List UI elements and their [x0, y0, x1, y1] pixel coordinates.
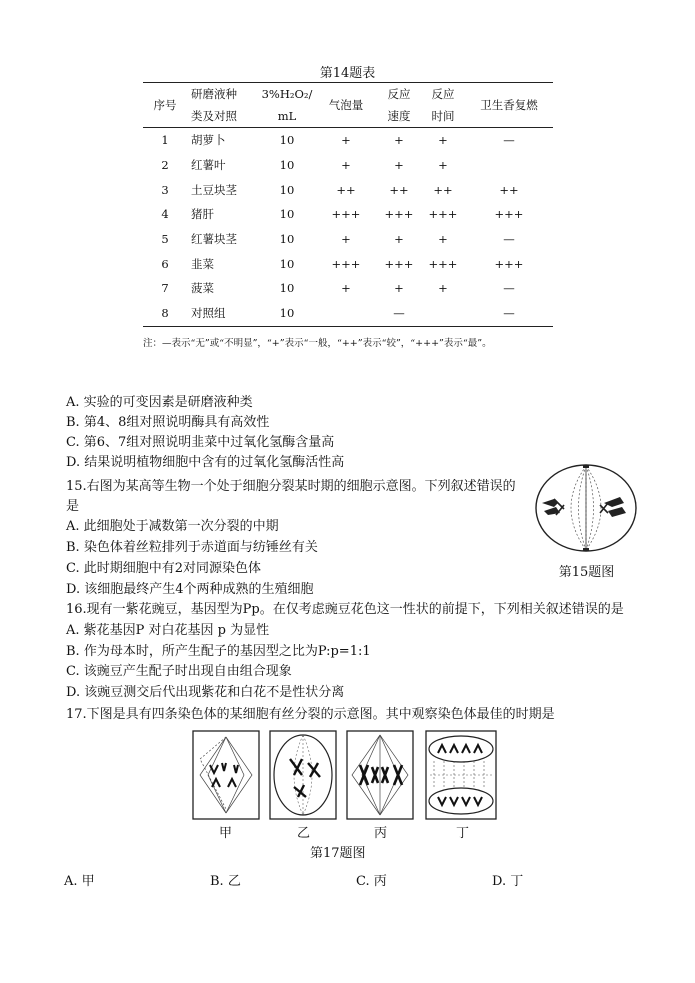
table-row	[143, 227, 553, 252]
table-row	[143, 301, 553, 326]
q17-answer-a: A. 甲	[64, 874, 95, 889]
table-cell: 胡萝卜	[191, 133, 226, 148]
table-cell: 4	[161, 207, 169, 222]
col-header: 卫生香复燃	[465, 83, 553, 128]
table-cell: 6	[161, 256, 169, 271]
table-cell: +++	[384, 256, 414, 271]
table-cell: +	[341, 232, 351, 247]
table-cell: 10	[279, 281, 295, 296]
table-cell: 10	[279, 133, 295, 148]
table-row	[143, 276, 553, 301]
table-row	[143, 153, 553, 178]
q14-table	[143, 82, 553, 327]
table-cell: 10	[279, 182, 295, 197]
q15-option-d: D. 该细胞最终产生4个两种成熟的生殖细胞	[66, 582, 314, 597]
table-note: 注：—表示“无”或“不明显”，“+”表示“一般，“++”表示“较”，“+++”表示“最”。	[143, 338, 492, 349]
table-cell: +	[394, 133, 404, 148]
table-cell: ++	[499, 182, 519, 197]
q17-label-yi: 乙	[297, 826, 311, 841]
q15-stem-cont: 是	[66, 499, 80, 514]
table-cell: —	[503, 133, 515, 148]
table-cell: +	[438, 158, 448, 173]
table-cell: —	[503, 232, 515, 247]
q17-mitosis-figure	[190, 729, 500, 824]
q16-stem: 16.现有一紫花豌豆，基因型为Pp。在仅考虑豌豆花色这一性状的前提下，下列相关叙述错误的是	[66, 602, 624, 617]
q16-option-a: A. 紫花基因P 对白花基因 p 为显性	[66, 623, 270, 638]
table-cell: 1	[161, 133, 169, 148]
col-header: 反应 时间	[421, 83, 465, 128]
q17-label-jia: 甲	[219, 826, 233, 841]
q16-option-b: B. 作为母本时，所产生配子的基因型之比为P:p=1:1	[66, 644, 371, 659]
table-cell: ++	[433, 182, 453, 197]
table-cell: +	[394, 232, 404, 247]
table-cell: 8	[143, 301, 187, 326]
col-header: 反应 速度	[377, 83, 421, 128]
table-body	[143, 128, 553, 327]
table-cell: +	[438, 232, 448, 247]
table-cell: +++	[331, 207, 361, 222]
table-cell: 10	[279, 256, 295, 271]
table-cell: +++	[428, 207, 458, 222]
table-row	[143, 177, 553, 202]
table-cell: ++	[389, 182, 409, 197]
table-cell: +++	[494, 207, 524, 222]
q14-option-d: D. 结果说明植物细胞中含有的过氧化氢酶活性高	[66, 455, 345, 470]
table-cell: +++	[494, 256, 524, 271]
table-cell: —	[377, 301, 421, 326]
table-cell	[421, 301, 465, 326]
table-cell: —	[503, 281, 515, 296]
table-cell: +++	[331, 256, 361, 271]
q17-answer-c: C. 丙	[356, 874, 387, 889]
table-caption: 第14题表	[319, 66, 376, 81]
q17-stem: 17.下图是具有四条染色体的某细胞有丝分裂的示意图。其中观察染色体最佳的时期是	[66, 707, 555, 722]
table-cell	[315, 301, 377, 326]
table-cell: 2	[161, 158, 169, 173]
table-cell: 7	[161, 281, 169, 296]
table-cell: 韭菜	[191, 256, 214, 271]
q17-figure-caption: 第17题图	[310, 846, 366, 861]
table-cell: +	[341, 281, 351, 296]
q17-label-bing: 丙	[374, 826, 388, 841]
table-cell: 10	[259, 301, 315, 326]
table-cell: 10	[279, 158, 295, 173]
table-row	[143, 251, 553, 276]
q15-cell-figure	[534, 463, 639, 553]
q14-option-a: A. 实验的可变因素是研磨液种类	[66, 395, 253, 410]
q15-option-c: C. 此时期细胞中有2对同源染色体	[66, 561, 262, 576]
col-header: 3%H₂O₂/ mL	[259, 83, 315, 128]
table-row	[143, 202, 553, 227]
q15-figure-caption: 第15题图	[558, 565, 615, 580]
q17-label-ding: 丁	[456, 826, 470, 841]
table-cell: 10	[279, 207, 295, 222]
table-cell: 对照组	[187, 301, 259, 326]
panel-bing	[347, 731, 413, 819]
table-cell: +++	[428, 256, 458, 271]
table-cell: +	[394, 158, 404, 173]
table-cell: +++	[384, 207, 414, 222]
q15-option-a: A. 此细胞处于减数第一次分裂的中期	[66, 519, 279, 534]
panel-yi	[270, 731, 336, 819]
table-cell: +	[341, 158, 351, 173]
col-header: 气泡量	[315, 83, 377, 128]
table-cell: 5	[161, 232, 169, 247]
table-cell: +	[438, 133, 448, 148]
table-header-row	[143, 83, 553, 128]
table-row	[143, 128, 553, 153]
table-cell: 土豆块茎	[191, 182, 237, 197]
q16-option-c: C. 该豌豆产生配子时出现自由组合现象	[66, 664, 292, 679]
table-cell	[465, 153, 553, 178]
table-cell: —	[465, 301, 553, 326]
panel-jia	[193, 731, 259, 819]
table-cell: +	[394, 281, 404, 296]
col-header: 序号	[143, 83, 187, 128]
table-cell: 菠菜	[191, 281, 214, 296]
table-cell: 猪肝	[191, 207, 214, 222]
table-cell: +	[341, 133, 351, 148]
table-cell: 3	[161, 182, 169, 197]
table-cell: ++	[336, 182, 356, 197]
q14-option-b: B. 第4、8组对照说明酶具有高效性	[66, 415, 270, 430]
q15-option-b: B. 染色体着丝粒排列于赤道面与纺锤丝有关	[66, 540, 318, 555]
table-cell: +	[438, 281, 448, 296]
q14-option-c: C. 第6、7组对照说明韭菜中过氧化氢酶含量高	[66, 435, 335, 450]
col-header: 研磨液种 类及对照	[187, 83, 259, 128]
q15-stem: 15.右图为某高等生物一个处于细胞分裂某时期的细胞示意图。下列叙述错误的	[66, 479, 516, 494]
table-cell: 红薯块茎	[191, 232, 237, 247]
q17-answer-d: D. 丁	[492, 874, 524, 889]
panel-ding	[426, 731, 496, 819]
table-cell: 10	[279, 232, 295, 247]
table-cell: 红薯叶	[191, 158, 226, 173]
q17-answer-b: B. 乙	[210, 874, 241, 889]
q16-option-d: D. 该豌豆测交后代出现紫花和白花不是性状分离	[66, 685, 345, 700]
